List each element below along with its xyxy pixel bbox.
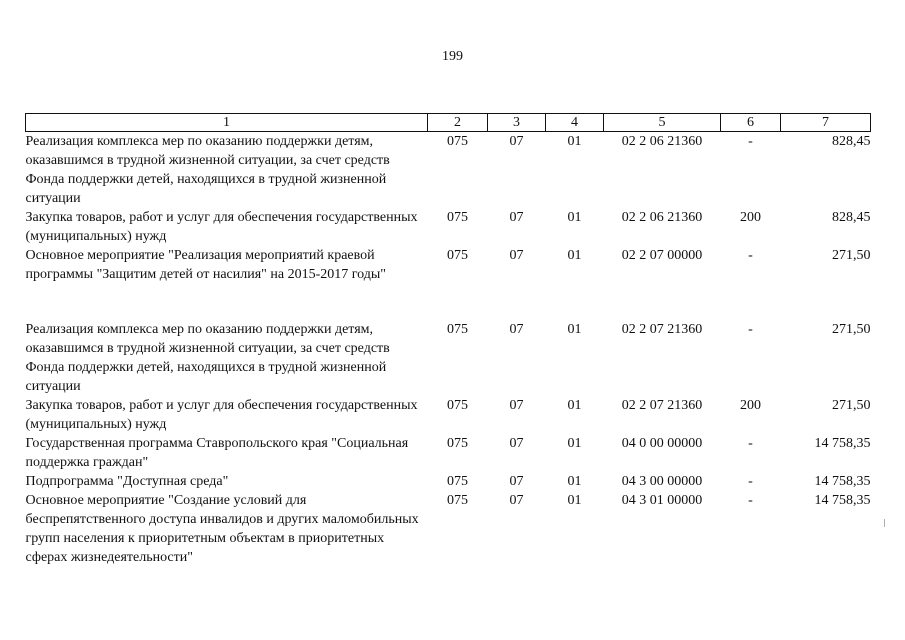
subsection-code: 01 bbox=[567, 210, 582, 225]
ministry-code: 075 bbox=[447, 210, 468, 225]
ministry-code: 075 bbox=[447, 134, 468, 149]
table-row bbox=[26, 472, 871, 491]
target-article-code: 02 2 07 21360 bbox=[621, 398, 703, 413]
row-name: Государственная программа Ставропольского края "Социальная поддержка граждан" bbox=[25, 436, 409, 470]
target-article-code: 04 0 00 00000 bbox=[621, 436, 703, 451]
ministry-code: 075 bbox=[447, 398, 468, 413]
subsection-code: 01 bbox=[567, 398, 582, 413]
section-code: 07 bbox=[509, 493, 524, 508]
col-header-4: 4 bbox=[546, 114, 604, 132]
ministry-code: 075 bbox=[447, 493, 468, 508]
table-row bbox=[26, 434, 871, 472]
table-row bbox=[26, 396, 871, 434]
expense-type-code: - bbox=[748, 322, 753, 337]
col-header-3: 3 bbox=[488, 114, 546, 132]
subsection-code: 01 bbox=[567, 493, 582, 508]
col-header-7: 7 bbox=[781, 114, 871, 132]
section-code: 07 bbox=[509, 398, 524, 413]
table-row bbox=[26, 132, 871, 209]
amount: 271,50 bbox=[832, 248, 871, 263]
scan-mark bbox=[884, 519, 885, 527]
section-code: 07 bbox=[509, 474, 524, 489]
col-header-5: 5 bbox=[604, 114, 721, 132]
amount: 14 758,35 bbox=[814, 436, 871, 451]
amount: 271,50 bbox=[832, 322, 871, 337]
expense-type-code: 200 bbox=[740, 210, 761, 225]
row-name: Реализация комплекса мер по оказанию поддержки детям, оказавшимся в трудной жизненной ситуации, за счет средств Фонда поддержки детей, находящихся в трудной жизненной ситуации bbox=[25, 134, 390, 206]
expense-type-code: - bbox=[748, 134, 753, 149]
ministry-code: 075 bbox=[447, 322, 468, 337]
amount: 828,45 bbox=[832, 134, 871, 149]
expense-type-code: - bbox=[748, 493, 753, 508]
section-code: 07 bbox=[509, 248, 524, 263]
target-article-code: 02 2 07 00000 bbox=[621, 248, 703, 263]
ministry-code: 075 bbox=[447, 248, 468, 263]
col-header-2: 2 bbox=[428, 114, 488, 132]
section-code: 07 bbox=[509, 436, 524, 451]
spacer-row bbox=[26, 284, 871, 320]
expense-type-code: - bbox=[748, 436, 753, 451]
expense-type-code: - bbox=[748, 474, 753, 489]
target-article-code: 02 2 07 21360 bbox=[621, 322, 703, 337]
section-code: 07 bbox=[509, 322, 524, 337]
table-row bbox=[26, 491, 871, 567]
target-article-code: 04 3 00 00000 bbox=[621, 474, 703, 489]
page-number: 199 bbox=[442, 49, 463, 64]
subsection-code: 01 bbox=[567, 436, 582, 451]
amount: 14 758,35 bbox=[814, 493, 871, 508]
expense-type-code: - bbox=[748, 248, 753, 263]
row-name: Закупка товаров, работ и услуг для обеспечения государственных (муниципальных) нужд bbox=[25, 398, 418, 432]
table-row bbox=[26, 320, 871, 396]
row-name: Реализация комплекса мер по оказанию поддержки детям, оказавшимся в трудной жизненной ситуации, за счет средств Фонда поддержки детей, находящихся в трудной жизненной ситуации bbox=[25, 322, 390, 394]
row-name: Основное мероприятие "Реализация мероприятий краевой программы "Защитим детей от насилия" на 2015-2017 годы" bbox=[25, 248, 386, 282]
row-name: Подпрограмма "Доступная среда" bbox=[25, 474, 229, 489]
header-row bbox=[26, 114, 871, 132]
target-article-code: 02 2 06 21360 bbox=[621, 210, 703, 225]
subsection-code: 01 bbox=[567, 474, 582, 489]
target-article-code: 04 3 01 00000 bbox=[621, 493, 703, 508]
amount: 828,45 bbox=[832, 210, 871, 225]
ministry-code: 075 bbox=[447, 474, 468, 489]
col-header-6: 6 bbox=[721, 114, 781, 132]
row-name: Основное мероприятие "Создание условий для беспрепятственного доступа инвалидов и других маломобильных групп населения к приоритетным объектам в приоритетных сферах жизнедеятельности" bbox=[25, 493, 419, 565]
ministry-code: 075 bbox=[447, 436, 468, 451]
target-article-code: 02 2 06 21360 bbox=[621, 134, 703, 149]
table-row bbox=[26, 246, 871, 284]
amount: 271,50 bbox=[832, 398, 871, 413]
expense-type-code: 200 bbox=[740, 398, 761, 413]
col-header-1: 1 bbox=[26, 114, 428, 132]
table-row bbox=[26, 208, 871, 246]
row-name: Закупка товаров, работ и услуг для обеспечения государственных (муниципальных) нужд bbox=[25, 210, 418, 244]
amount: 14 758,35 bbox=[814, 474, 871, 489]
subsection-code: 01 bbox=[567, 248, 582, 263]
section-code: 07 bbox=[509, 210, 524, 225]
budget-table bbox=[25, 113, 871, 567]
section-code: 07 bbox=[509, 134, 524, 149]
subsection-code: 01 bbox=[567, 134, 582, 149]
subsection-code: 01 bbox=[567, 322, 582, 337]
